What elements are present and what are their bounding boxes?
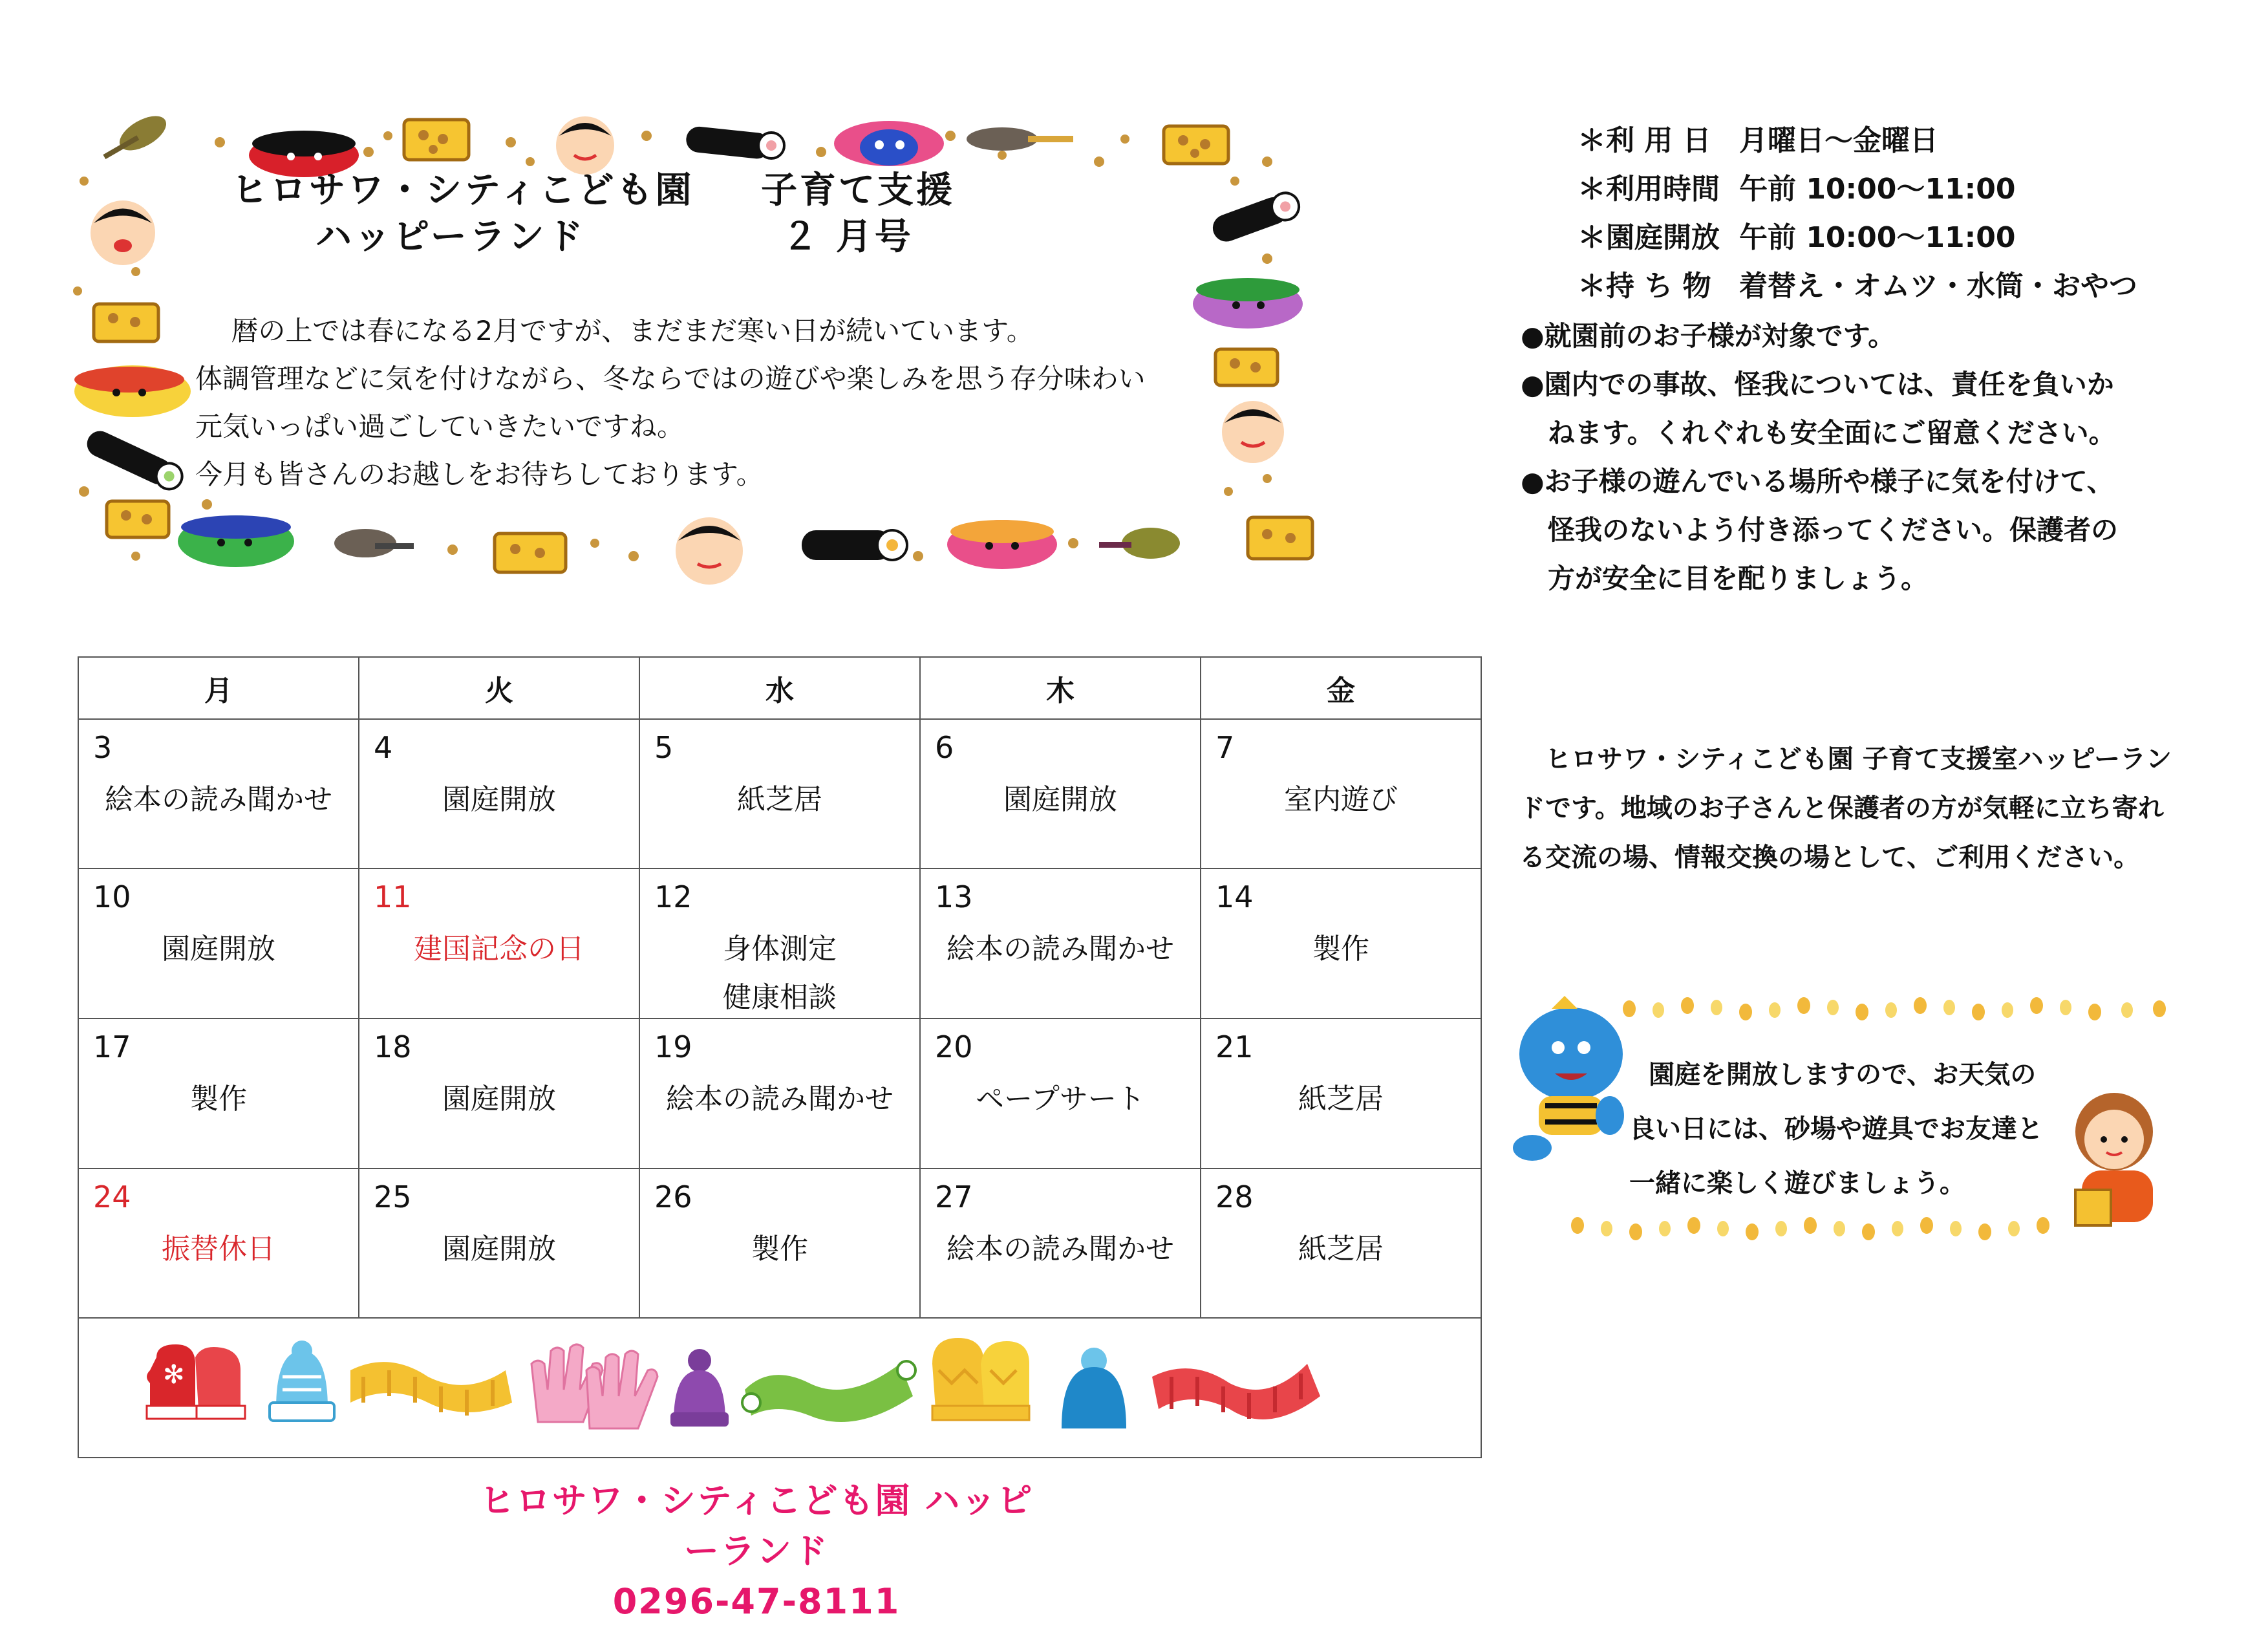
room-name: ハッピーランド [316,216,586,258]
day-events [921,925,1200,973]
calendar-day [78,719,359,869]
weekday-header [78,657,1481,719]
event: 紙芝居 [737,782,822,816]
day-events [640,1075,919,1123]
calendar-day [920,719,1201,869]
greeting-text [195,307,1146,499]
calendar-day [920,1018,1201,1169]
winter-decoration-row [78,1318,1481,1458]
calendar-day-holiday [359,868,639,1018]
calendar-day [639,1018,920,1169]
weekday-mon: 月 [78,657,359,719]
masu-icon [404,120,469,160]
oni-icon [74,365,191,417]
info-row-hours: ＊利用時間 午前 10:00～11:00 [1578,173,2016,206]
day-events [79,925,358,973]
intro-line: ドです。地域のお子さんと保護者の方が気軽に立ち寄れ [1519,793,2164,823]
event: 製作 [751,1232,808,1266]
calendar-day [639,719,920,869]
day-number: 19 [654,1029,692,1064]
masu-icon [1215,349,1278,385]
event: 製作 [1312,932,1369,966]
day-number: 10 [93,879,131,915]
event: 園庭開放 [442,1083,556,1115]
svg-text:✻: ✻ [163,1360,185,1390]
blue-oni-icon [1513,996,1624,1161]
oni-icon [178,515,294,567]
ehomaki-icon [83,427,186,493]
calendar-week [78,1018,1481,1169]
calendar-day [639,868,920,1018]
weekday-wed: 水 [639,657,920,719]
day-events [640,775,919,824]
calendar-day [1201,868,1481,1018]
day-events [1201,925,1481,973]
calendar-day [920,1169,1201,1319]
event: ペープサート [976,1083,1145,1115]
day-number: 21 [1215,1029,1254,1064]
event: 絵本の読み聞かせ [947,1232,1174,1266]
day-number: 28 [1215,1179,1254,1214]
day-events [359,775,639,824]
event: 園庭開放 [1003,782,1117,816]
day-number: 25 [374,1179,412,1214]
day-number: 13 [935,879,973,915]
header-line-2 [316,208,914,260]
calendar-day [1201,1169,1481,1319]
day-events [640,1225,919,1273]
note-line: 方が安全に目を配りましょう。 [1521,563,1929,594]
calendar-week [78,1169,1481,1319]
event: 絵本の読み聞かせ [105,782,332,816]
weekday-fri: 金 [1201,657,1481,719]
note-line: ●園内での事故、怪我については、責任を負いか [1521,369,2114,400]
day-events [921,1075,1200,1123]
hiiragi-iwashi-icon [334,529,414,557]
masu-icon [94,304,158,341]
day-events [359,1225,639,1273]
day-number: 3 [93,729,112,765]
issue-month: ２ 月号 [782,216,914,258]
mitten-icon [932,1338,1029,1420]
day-events [79,1075,358,1123]
calendar-day [920,868,1201,1018]
day-number: 6 [935,729,954,765]
bubble-line: 園庭を開放しますので、お天気の [1649,1060,2037,1090]
day-events [79,775,358,824]
day-number: 7 [1215,729,1235,765]
calendar-day [359,1018,639,1169]
center-name: ヒロサワ・シティこども園 [231,169,694,211]
gloves-icon [531,1344,658,1428]
hiiragi-iwashi-icon [97,109,171,167]
day-number: 12 [654,879,692,915]
note-line: ●お子様の遊んでいる場所や様子に気を付けて、 [1521,466,2114,497]
day-number: 14 [1215,879,1254,915]
greeting-line: 今月も皆さんのお越しをお待ちしております。 [195,458,764,490]
event: 室内遊び [1284,782,1398,816]
day-number: 4 [374,729,393,765]
face-icon [1222,401,1284,463]
footer-name: ヒロサワ・シティこども園 ハッピーランド [479,1480,1034,1571]
oni-icon [1193,278,1303,329]
note-line: ねます。くれぐれも安全面にご留意ください。 [1521,417,2116,449]
event: 建国記念の日 [414,932,584,966]
program-name: 子育て支援 [761,169,956,211]
calendar-day-holiday [78,1169,359,1319]
event: 振替休日 [162,1232,275,1266]
day-events [79,1225,358,1273]
scarf-icon [1152,1364,1320,1419]
note-line: ●就園前のお子様が対象です。 [1521,320,1896,352]
event: 製作 [190,1083,247,1115]
weekday-thu: 木 [920,657,1201,719]
event: 園庭開放 [162,932,275,966]
knit-hat-icon [1062,1348,1126,1428]
note-line: 怪我のないよう付き添ってください。保護者の [1521,514,2119,546]
hiiragi-iwashi-icon [967,127,1073,151]
day-number: 11 [374,879,412,915]
masu-icon [1248,517,1312,559]
knit-hat-icon [270,1341,334,1421]
intro-text [1519,735,2172,882]
calendar-table [78,656,1482,1458]
day-number: 24 [93,1179,131,1214]
day-number: 18 [374,1029,412,1064]
ehomaki-icon [802,530,907,560]
ehomaki-icon [685,125,784,160]
day-number: 20 [935,1029,973,1064]
event: 紙芝居 [1298,1083,1384,1115]
ehomaki-icon [1209,189,1303,245]
event: 園庭開放 [442,1232,556,1266]
info-row-garden: ＊園庭開放 午前 10:00～11:00 [1578,221,2016,254]
mitten-icon [147,1344,245,1419]
bubble-line: 良い日には、砂場や遊具でお友達と [1629,1114,2043,1144]
bubble-text [1629,1048,2043,1211]
greeting-line: 元気いっぱい過ごしていきたいですね。 [195,411,685,442]
day-number: 27 [935,1179,973,1214]
day-number: 5 [654,729,674,765]
winter-decoration-cell [78,1318,1481,1458]
usage-info [1578,116,2137,310]
day-events [359,925,639,973]
footer-phone: 0296-47-8111 [612,1581,901,1622]
day-events [1201,1225,1481,1273]
event: 園庭開放 [442,782,556,816]
day-events [921,775,1200,824]
calendar-week [78,868,1481,1018]
calendar-day [1201,719,1481,869]
info-row-items: ＊持 ち 物 着替え・オムツ・水筒・おやつ [1578,270,2137,303]
info-row-days: ＊利 用 日 月曜日～金曜日 [1578,124,1938,157]
greeting-line: 暦の上では春になる2月ですが、まだまだ寒い日が続いています。 [195,315,1034,347]
day-events [640,925,919,1022]
event: 紙芝居 [1298,1232,1384,1266]
oni-icon [834,121,944,166]
intro-line: ヒロサワ・シティこども園 子育て支援室ハッピーラン [1519,744,2172,774]
day-number: 26 [654,1179,692,1214]
day-events [1201,775,1481,824]
event: 身体測定 [723,932,837,966]
calendar-week [78,719,1481,869]
calendar-day [1201,1018,1481,1169]
event: 健康相談 [723,981,837,1015]
bubble-line: 一緒に楽しく遊びましょう。 [1629,1169,1965,1198]
day-events [359,1075,639,1123]
masu-icon [1164,126,1228,164]
scarf-icon [350,1363,512,1416]
weekday-tue: 火 [359,657,639,719]
calendar-day [78,1018,359,1169]
hiiragi-iwashi-icon [1099,528,1180,559]
winter-items [79,1319,1475,1451]
event: 絵本の読み聞かせ [947,932,1174,966]
notes [1521,312,2118,603]
masu-icon [107,501,169,537]
calendar-day [359,1169,639,1319]
day-events [1201,1075,1481,1123]
knit-cap-icon [670,1349,729,1427]
face-icon [676,517,743,585]
header-line-1 [231,162,955,213]
masu-icon [495,533,566,572]
face-icon [91,200,155,265]
day-events [921,1225,1200,1273]
calendar-day [639,1169,920,1319]
child-icon [2075,1093,2153,1225]
intro-line: る交流の場、情報交換の場として、ご利用ください。 [1519,843,2140,872]
day-number: 17 [93,1029,131,1064]
calendar-day [359,719,639,869]
scarf-icon [742,1361,915,1422]
event: 絵本の読み聞かせ [666,1083,893,1115]
calendar-day [78,868,359,1018]
greeting-line: 体調管理などに気を付けながら、冬ならではの遊びや楽しみを思う存分味わい [195,363,1146,394]
oni-icon [947,520,1057,569]
